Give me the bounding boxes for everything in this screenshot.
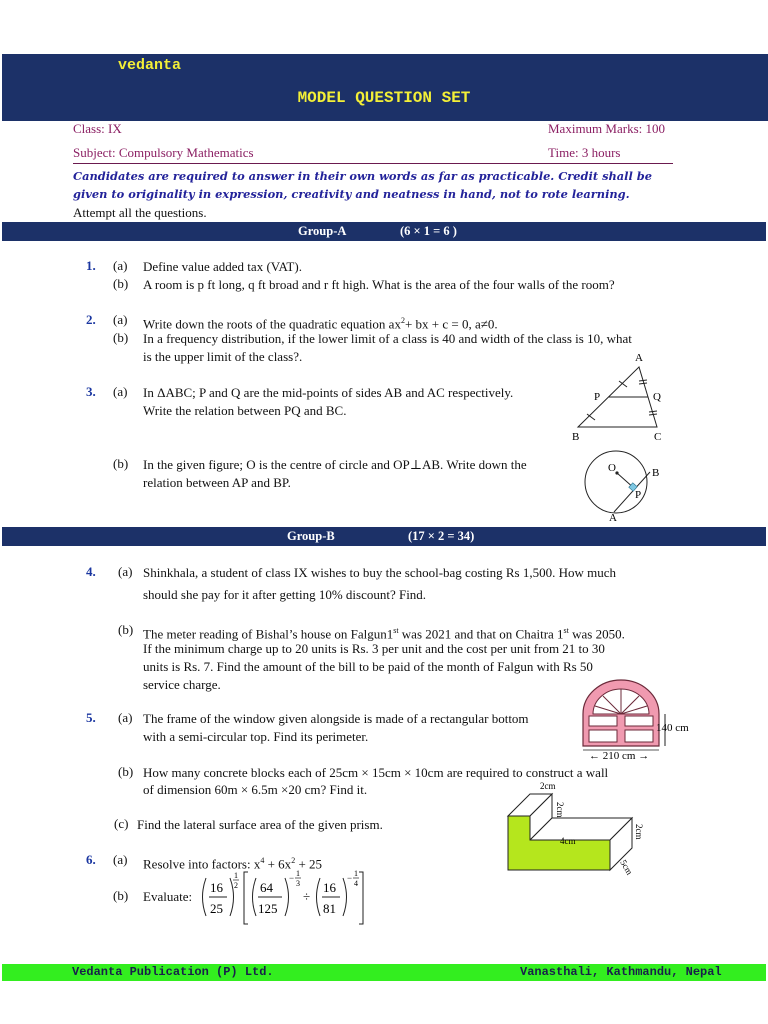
fraction2-denominator: 125 (258, 901, 278, 916)
q5-c-label: (c) (114, 816, 129, 831)
q5-b-line1: How many concrete blocks each of 25cm × 15cm × 10cm are required to construct a wall (143, 765, 609, 780)
fraction1-numerator: 16 (210, 880, 223, 895)
prism-top-label: 2cm (540, 781, 556, 791)
footer-band (2, 964, 766, 981)
q4-a-label: (a) (118, 564, 133, 579)
exp1-numerator: 1 (234, 871, 238, 880)
q1-b-text: A room is p ft long, q ft broad and r ft high. What is the area of the four walls of the room? (143, 277, 615, 292)
q3-a-label: (a) (113, 384, 128, 399)
exp2-numerator: 1 (296, 869, 300, 878)
exp1-denominator: 2 (234, 881, 238, 890)
q3-a-line1: In ΔABC; P and Q are the mid-points of sides AB and AC respectively. (143, 385, 514, 400)
point-a-label: A (609, 512, 617, 522)
group-a-title: Group-A (298, 224, 347, 238)
q5-a-line2: with a semi-circular top. Find its perimeter. (143, 729, 369, 744)
fraction3-numerator: 16 (323, 880, 336, 895)
page-title: MODEL QUESTION SET (297, 89, 471, 107)
paren-close (230, 878, 234, 916)
tick-mark (639, 383, 647, 384)
q4-a-line2: should she pay for it after getting 10% discount? Find. (143, 587, 427, 602)
q1-a-label: (a) (113, 258, 128, 273)
q4-b-line2: If the minimum charge up to 20 units is Rs. 3 per unit and the cost per unit from 21 to 30 (143, 641, 605, 656)
vertex-a-label: A (635, 352, 643, 364)
exp3-denominator: 4 (354, 879, 358, 888)
divide-operator: ÷ (303, 889, 311, 904)
q2-a-label: (a) (113, 312, 128, 327)
centre-o-label: O (608, 462, 616, 474)
exp2-denominator: 3 (296, 879, 300, 888)
q5-a-label: (a) (118, 710, 133, 725)
prism-figure (500, 778, 650, 880)
fraction1-denominator: 25 (210, 901, 223, 916)
subject-label: Subject: Compulsory Mathematics (73, 145, 254, 160)
q6-b-text: Evaluate: (143, 889, 193, 904)
footer-publisher: Vedanta Publication (P) Ltd. (72, 965, 274, 979)
exp2-sign: − (289, 873, 295, 883)
q5-a-line1: The frame of the window given alongside is made of a rectangular bottom (143, 711, 529, 726)
group-b-marks: (17 × 2 = 34) (408, 529, 475, 543)
exp3-sign: − (347, 873, 353, 883)
vertex-c-label: C (654, 431, 662, 443)
paren-close (343, 878, 347, 916)
instruction-note: Candidates are required to answer in their own words as far as practicable. Credit shall be given to originality in expression, creativity and neatness in hand, not to rote learning. (73, 169, 652, 201)
q1-b-label: (b) (113, 276, 129, 291)
window-pane (589, 716, 617, 726)
q1-a-text: Define value added tax (VAT). (143, 259, 302, 274)
q4-b-line3: units is Rs. 7. Find the amount of the bill to be paid of the month of Falgun with Rs 50 (143, 659, 593, 674)
q5-c-text: Find the lateral surface area of the given prism. (137, 817, 383, 832)
tick-mark (649, 414, 657, 415)
q3-b-line1: In the given figure; O is the centre of circle and OP⊥AB. Write down the (143, 457, 527, 472)
q4-b-line1: The meter reading of Bishal’s house on Falgun1st was 2021 and that on Chaitra 1st was 2050. (143, 626, 625, 642)
point-b-label: B (652, 467, 660, 479)
q2-a-text: Write down the roots of the quadratic equation $ax^2+$ bx + c = 0, a≠0. (143, 316, 498, 332)
q4-a-line1: Shinkhala, a student of class IX wishes to buy the school-bag costing Rs 1,500. How much (143, 565, 616, 580)
q4-b-line4: service charge. (143, 677, 221, 692)
vertex-b-label: B (572, 431, 580, 443)
q6-a-label: (a) (113, 852, 128, 867)
window-figure (575, 678, 700, 764)
circle-figure (578, 450, 670, 522)
question-3-number: 3. (86, 384, 96, 399)
chord-ab (614, 472, 650, 512)
group-a-band (2, 222, 766, 241)
paren-open (317, 878, 321, 916)
prism-side2-label: 2cm (634, 824, 644, 840)
q2-b-line1: In a frequency distribution, if the lower limit of a class is 40 and width of the class is 10, what (143, 331, 632, 346)
q2-b-line2: is the upper limit of the class?. (143, 349, 303, 364)
question-4-number: 4. (86, 564, 96, 579)
q2-b-label: (b) (113, 330, 129, 345)
exp3-numerator: 1 (354, 869, 358, 878)
brand-name: vedanta (118, 57, 182, 74)
question-5-number: 5. (86, 710, 96, 725)
q6-b-label: (b) (113, 888, 129, 903)
prism-mid-label: 4cm (560, 836, 576, 846)
q6-a-text: Resolve into factors: $x^4 + 6x^2 + 25$ (143, 856, 323, 872)
time-label: Time: 3 hours (548, 145, 621, 160)
paren-open (203, 878, 207, 916)
tick-mark (639, 380, 647, 381)
window-height-label: 140 cm (656, 722, 689, 734)
question-2-number: 2. (86, 312, 96, 327)
attempt-all-label: Attempt all the questions. (73, 205, 207, 220)
window-pane (625, 716, 653, 726)
window-width-label: ← 210 cm → (589, 750, 650, 762)
point-q-label: Q (653, 391, 661, 403)
triangle-figure (565, 348, 675, 444)
q5-b-label: (b) (118, 764, 134, 779)
point-p-label: P (594, 391, 601, 403)
footer-address: Vanasthali, Kathmandu, Nepal (520, 965, 722, 979)
q3-b-label: (b) (113, 456, 129, 471)
paren-close (285, 878, 289, 916)
group-b-title: Group-B (287, 529, 335, 543)
window-pane (589, 730, 617, 742)
evaluate-expression (196, 868, 368, 926)
fraction2-numerator: 64 (260, 880, 273, 895)
q3-b-line2: relation between AP and BP. (143, 475, 291, 490)
q4-b-label: (b) (118, 622, 134, 637)
max-marks-label: Maximum Marks: 100 (548, 121, 665, 136)
bracket-open (244, 872, 248, 924)
circle (585, 451, 647, 513)
paren-open (253, 878, 257, 916)
question-1-number: 1. (86, 258, 96, 273)
question-6-number: 6. (86, 852, 96, 867)
point-p-label: P (635, 489, 642, 501)
tick-mark (649, 411, 657, 412)
meta-divider (73, 163, 673, 164)
class-label: Class: IX (73, 121, 122, 136)
bracket-close (359, 872, 363, 924)
q5-b-line2: of dimension 60m × 6.5m ×20 cm? Find it. (143, 782, 368, 797)
q3-a-line2: Write the relation between PQ and BC. (143, 403, 347, 418)
prism-side1-label: 2cm (555, 802, 565, 818)
prism-base-label: 5cm (618, 858, 635, 877)
group-a-marks: (6 × 1 = 6 ) (400, 224, 457, 238)
fraction3-denominator: 81 (323, 901, 336, 916)
group-b-band (2, 527, 766, 546)
window-pane (625, 730, 653, 742)
header-band (2, 54, 768, 121)
